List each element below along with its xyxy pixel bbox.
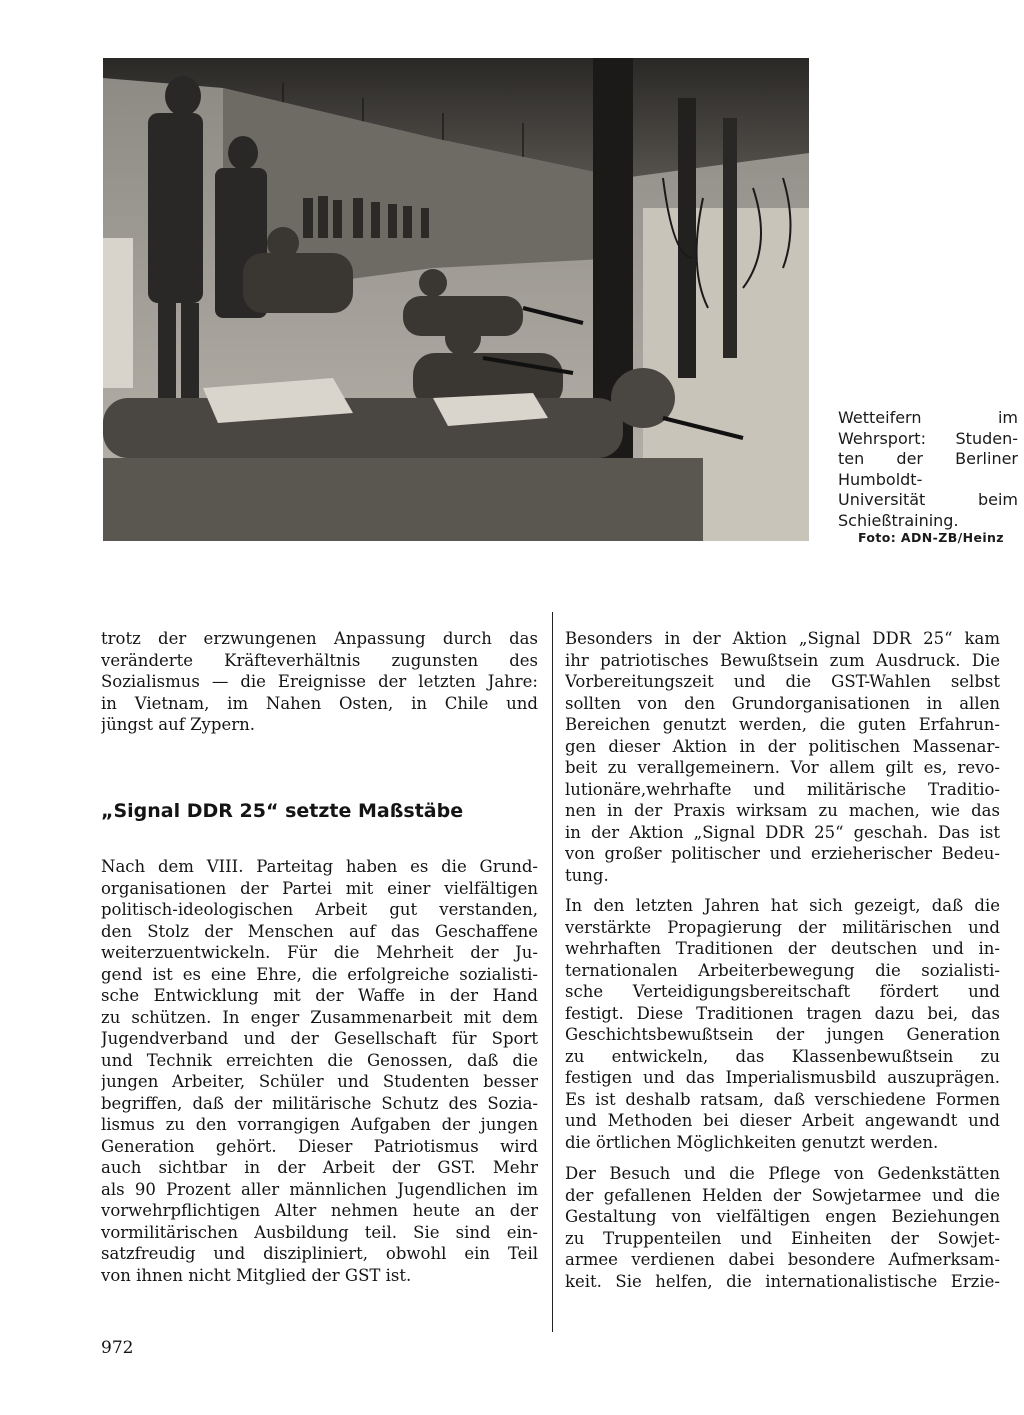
text-line: verstärkte Propagierung der militärischen und <box>565 917 1000 937</box>
caption-line: ten der Berliner <box>838 449 1018 468</box>
photo-caption <box>838 408 1018 531</box>
right-paragraph-2 <box>565 895 1000 1153</box>
text-line: tung. <box>565 865 609 885</box>
text-line: und Technik erreichten die Genossen, daß die <box>101 1050 538 1070</box>
text-line: zu entwickeln, das Klassenbewußtsein zu <box>565 1046 1000 1066</box>
text-line: die örtlichen Möglichkeiten genutzt werden. <box>565 1132 939 1152</box>
text-line: in der Aktion „Signal DDR 25“ geschah. Das ist <box>565 822 1000 842</box>
text-line: festigt. Diese Traditionen tragen dazu bei, das <box>565 1003 1000 1023</box>
text-line: von großer politischer und erzieherischer Bedeu- <box>565 844 1000 863</box>
text-line: und Methoden bei dieser Arbeit angewandt und <box>565 1111 1000 1130</box>
text-line: begriffen, daß der militärische Schutz des Sozia- <box>101 1093 538 1113</box>
text-line: als 90 Prozent aller männlichen Jugendlichen im <box>101 1179 538 1199</box>
text-line: trotz der erzwungenen Anpassung durch das <box>101 629 538 648</box>
caption-line: Schießtraining. <box>838 510 959 530</box>
text-line: keit. Sie helfen, die internationalistische Erzie- <box>565 1271 1000 1291</box>
text-line: Gestaltung von vielfältigen engen Beziehungen <box>565 1207 1000 1226</box>
text-line: auch sichtbar in der Arbeit der GST. Mehr <box>101 1158 538 1177</box>
text-line: ihr patriotisches Bewußtsein zum Ausdruck. Die <box>565 650 1000 670</box>
caption-line: Universität beim <box>838 490 1018 509</box>
text-line: politisch-ideologischen Arbeit gut verstanden, <box>101 900 538 919</box>
text-line: zu Truppenteilen und Einheiten der Sowjet- <box>565 1228 1000 1248</box>
text-line: lismus zu den vorrangigen Aufgaben der jungen <box>101 1115 538 1134</box>
text-line: sche Entwicklung mit der Waffe in der Hand <box>101 986 538 1005</box>
text-line: Jugendverband und der Gesellschaft für Sport <box>101 1029 538 1048</box>
text-line: nen in der Praxis wirksam zu machen, wie das <box>565 801 1000 820</box>
text-line: in Vietnam, im Nahen Osten, in Chile und <box>101 693 538 713</box>
intro-paragraph <box>101 628 538 736</box>
caption-line: Wetteifern im <box>838 408 1018 427</box>
caption-line: Wehrsport: Studen- <box>838 428 1018 448</box>
page-number: 972 <box>101 1338 134 1358</box>
text-line: armee verdienen dabei besondere Aufmerksam- <box>565 1250 1000 1269</box>
text-line: In den letzten Jahren hat sich gezeigt, daß die <box>565 896 1000 915</box>
text-line: weiterzuentwickeln. Für die Mehrheit der Ju- <box>101 943 538 962</box>
text-line: jüngst auf Zypern. <box>101 715 255 734</box>
text-line: vorwehrpflichtigen Alter nehmen heute an der <box>101 1201 538 1220</box>
text-line: Vorbereitungszeit und die GST-Wahlen selbst <box>565 672 1000 691</box>
text-line: veränderte Kräfteverhältnis zugunsten des <box>101 650 538 670</box>
text-line: Geschichtsbewußtsein der jungen Generation <box>565 1025 1000 1044</box>
text-line: Generation gehört. Dieser Patriotismus wird <box>101 1136 538 1156</box>
photo-credit: Foto: ADN-ZB/Heinz <box>858 530 1004 545</box>
right-paragraph-3 <box>565 1163 1000 1292</box>
text-line: Nach dem VIII. Parteitag haben es die Grund- <box>101 857 538 876</box>
text-line: wehrhaften Traditionen der deutschen und in- <box>565 939 1000 958</box>
left-body-paragraph <box>101 856 538 1286</box>
caption-line: Humboldt- <box>838 469 923 489</box>
text-line: Bereichen genutzt werden, die guten Erfahrun- <box>565 715 1000 734</box>
text-line: sche Verteidigungsbereitschaft fördert und <box>565 982 1000 1001</box>
column-divider <box>552 612 553 1332</box>
text-line: zu schützen. In enger Zusammenarbeit mit dem <box>101 1007 538 1027</box>
text-line: den Stolz der Menschen auf das Geschaffene <box>101 921 538 941</box>
shooting-range-photo <box>103 58 809 541</box>
text-line: jungen Arbeiter, Schüler und Studenten besser <box>101 1072 538 1091</box>
text-line: Es ist deshalb ratsam, daß verschiedene Formen <box>565 1089 1000 1109</box>
right-paragraph-1 <box>565 628 1000 886</box>
text-line: gen dieser Aktion in der politischen Massenar- <box>565 736 1000 756</box>
text-line: der gefallenen Helden der Sowjetarmee und die <box>565 1185 1000 1205</box>
text-line: Sozialismus — die Ereignisse der letzten Jahre: <box>101 672 538 691</box>
text-line: beit zu verallgemeinern. Vor allem gilt es, revo- <box>565 758 1000 777</box>
text-line: ternationalen Arbeiterbewegung die sozialisti- <box>565 960 1000 980</box>
section-heading: „Signal DDR 25“ setzte Maßstäbe <box>101 800 464 822</box>
text-line: organisationen der Partei mit einer vielfältigen <box>101 878 538 898</box>
text-line: Besonders in der Aktion „Signal DDR 25“ kam <box>565 629 1000 648</box>
text-line: satzfreudig und diszipliniert, obwohl ein Teil <box>101 1244 538 1263</box>
text-line: lutionäre,wehrhafte und militärische Traditio- <box>565 779 1000 799</box>
text-line: Der Besuch und die Pflege von Gedenkstätten <box>565 1164 1000 1183</box>
text-line: festigen und das Imperialismusbild auszuprägen. <box>565 1068 1000 1087</box>
text-line: gend ist es eine Ehre, die erfolgreiche sozialisti- <box>101 964 538 984</box>
text-line: von ihnen nicht Mitglied der GST ist. <box>101 1265 412 1285</box>
text-line: sollten von den Grundorganisationen in allen <box>565 693 1000 713</box>
article-photo <box>103 58 809 541</box>
text-line: vormilitärischen Ausbildung teil. Sie sind ein- <box>101 1222 538 1242</box>
